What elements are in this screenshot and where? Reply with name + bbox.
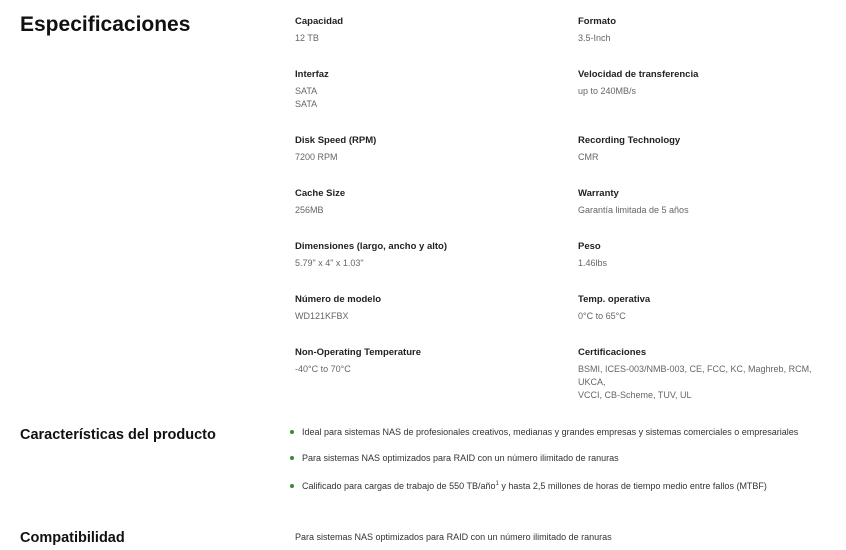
spec-value: 0°C to 65°C bbox=[578, 311, 626, 321]
compatibility-title: Compatibilidad bbox=[20, 530, 125, 546]
specifications-title: Especificaciones bbox=[20, 13, 191, 36]
spec-label: Peso bbox=[578, 241, 601, 252]
spec-weight bbox=[578, 241, 838, 270]
spec-label: Temp. operativa bbox=[578, 294, 651, 305]
spec-value: 12 TB bbox=[295, 33, 319, 43]
list-item bbox=[290, 452, 619, 464]
spec-label: Velocidad de transferencia bbox=[578, 69, 699, 80]
spec-value: CMR bbox=[578, 152, 599, 162]
spec-value: 256MB bbox=[295, 205, 324, 215]
spec-label: Cache Size bbox=[295, 188, 346, 199]
spec-operating-temperature bbox=[578, 294, 838, 323]
spec-label: Formato bbox=[578, 16, 616, 27]
spec-interface bbox=[295, 69, 555, 111]
features-title: Características del producto bbox=[20, 427, 216, 443]
spec-value: 7200 RPM bbox=[295, 152, 338, 162]
spec-value: up to 240MB/s bbox=[578, 86, 637, 96]
list-item bbox=[290, 480, 767, 492]
spec-value: SATA bbox=[295, 86, 318, 96]
list-item bbox=[290, 426, 798, 438]
spec-label: Recording Technology bbox=[578, 135, 681, 146]
spec-label: Disk Speed (RPM) bbox=[295, 135, 377, 146]
spec-label: Interfaz bbox=[295, 69, 329, 80]
spec-label: Dimensiones (largo, ancho y alto) bbox=[295, 241, 448, 252]
spec-dimensions bbox=[295, 241, 555, 270]
bullet-icon bbox=[290, 430, 294, 434]
spec-warranty bbox=[578, 188, 838, 217]
feature-text-end: y hasta 2,5 millones de horas de tiempo medio entre fallos (MTBF) bbox=[498, 481, 767, 491]
spec-capacity bbox=[295, 16, 555, 45]
feature-text-start: Calificado para cargas de trabajo de 550 TB/año bbox=[302, 481, 496, 491]
spec-certifications bbox=[578, 347, 840, 402]
compatibility-text: Para sistemas NAS optimizados para RAID con un número ilimitado de ranuras bbox=[295, 532, 612, 542]
spec-value: 1.46lbs bbox=[578, 258, 608, 268]
spec-label: Non-Operating Temperature bbox=[295, 347, 421, 358]
spec-label: Capacidad bbox=[295, 16, 344, 27]
spec-value: 3.5-Inch bbox=[578, 33, 611, 43]
spec-value: SATA bbox=[295, 99, 318, 109]
bullet-icon bbox=[290, 484, 294, 488]
spec-value: BSMI, ICES-003/NMB-003, CE, FCC, KC, Maghreb, RCM, UKCA, bbox=[578, 364, 812, 387]
spec-label: Warranty bbox=[578, 188, 619, 199]
footnote-marker: 1 bbox=[495, 481, 499, 487]
feature-text: Ideal para sistemas NAS de profesionales creativos, medianas y grandes empresas y sistemas comerciales o empresariales bbox=[302, 427, 799, 437]
spec-cache-size bbox=[295, 188, 555, 217]
spec-label: Certificaciones bbox=[578, 347, 647, 358]
feature-text: Para sistemas NAS optimizados para RAID con un número ilimitado de ranuras bbox=[302, 453, 619, 463]
spec-non-operating-temperature bbox=[295, 347, 555, 376]
spec-recording-technology bbox=[578, 135, 838, 164]
spec-disk-speed bbox=[295, 135, 555, 164]
bullet-icon bbox=[290, 456, 294, 460]
spec-label: Número de modelo bbox=[295, 294, 382, 305]
spec-transfer-speed bbox=[578, 69, 838, 98]
spec-value: 5.79" x 4" x 1.03" bbox=[295, 258, 364, 268]
spec-form-factor bbox=[578, 16, 838, 45]
spec-value: WD121KFBX bbox=[295, 311, 349, 321]
spec-model-number bbox=[295, 294, 555, 323]
spec-value: Garantía limitada de 5 años bbox=[578, 205, 689, 215]
spec-value: -40°C to 70°C bbox=[295, 364, 351, 374]
spec-value: VCCI, CB-Scheme, TUV, UL bbox=[578, 390, 692, 400]
